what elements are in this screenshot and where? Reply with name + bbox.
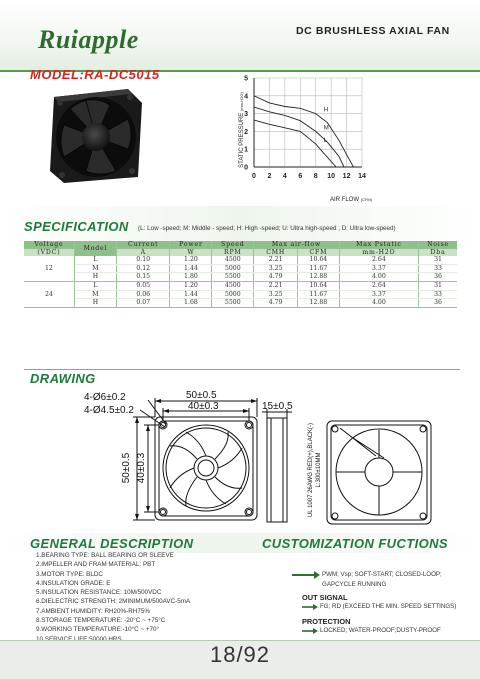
hdr-pressure: Max Pstatic [339,241,418,249]
table-cell: 4.00 [339,273,418,282]
document-title: DC BRUSHLESS AXIAL FAN [296,25,450,37]
y-tick-label: 1 [244,146,248,154]
table-cell: 1.20 [170,281,212,290]
hdr-pressure-unit: mm-H2O [339,249,418,257]
cell-voltage: 12 [24,256,74,281]
y-tick-label: 5 [244,75,248,83]
arrow-icon [302,628,318,634]
table-cell: 5000 [212,264,254,273]
drawing-title: DRAWING [30,371,96,386]
general-item: 1.BEARING TYPE: BALL BEARING OR SLEEVE [36,552,174,559]
mechanical-drawing [0,385,480,530]
table-cell: 2.21 [254,256,298,264]
chart-ticks [244,76,366,181]
table-cell: 4500 [212,281,254,290]
table-cell: 1.68 [170,299,212,308]
table-cell: 0.07 [116,299,170,308]
hdr-power-unit: W [170,249,212,257]
table-cell: 1.20 [170,256,212,264]
table-row [24,264,457,273]
y-axis-label: STATIC PRESSURE (mm-H2O) [239,92,245,168]
general-item: 9.WORKING TEMPERATURE:-10°C ~ +70° [36,626,160,634]
table-row [24,299,457,308]
dim-height-inner: 40±0.3 [136,452,147,484]
table-cell: 4.00 [339,299,418,308]
hdr-airflow: Max air-flow [254,241,339,249]
hdr-noise-unit: Dba [419,249,457,257]
hdr-voltage-unit: (VDC) [24,249,74,257]
general-item: 2.IMPELLER AND FRAM MATERIAL: PBT [36,561,156,569]
table-cell: 12.88 [298,273,340,282]
table-cell: 0.15 [116,273,170,282]
custom-pwm-2: GAPCYCLE RUNNING [322,581,387,588]
table-cell: 5500 [212,273,254,282]
table-cell: 2.64 [339,281,418,290]
table-cell: L [74,256,116,264]
hdr-voltage: Voltage [24,241,74,249]
dim-depth: 15±0.5 [262,401,293,412]
table-cell: 0.10 [116,256,170,264]
cell-voltage: 24 [24,281,74,307]
hdr-airflow-unit-cfm: CFM [298,249,340,257]
hdr-noise: Noise [419,241,457,249]
table-cell: 2.64 [339,256,418,264]
table-cell: 12.88 [298,299,340,308]
table-cell: 3.37 [339,264,418,273]
page-number: 18/92 [209,642,271,667]
dim-height-outer: 50±0.5 [121,452,132,484]
table-cell: L [74,281,116,290]
spec-table [24,241,457,308]
table-row [24,273,457,282]
arrow-icon [292,571,320,579]
drawing-rule [24,369,460,370]
table-cell: 4.79 [254,299,298,308]
table-cell: 11.67 [298,290,340,299]
table-cell: 5000 [212,290,254,299]
table-cell: 4.79 [254,273,298,282]
table-cell: 0.05 [116,281,170,290]
table-cell: 33 [419,264,457,273]
table-cell: 31 [419,281,457,290]
table-cell: 3.37 [339,290,418,299]
table-cell: 1.44 [170,290,212,299]
table-row [24,281,457,290]
y-tick-label: 4 [244,93,248,101]
hdr-power: Power [170,241,212,249]
brand-logo: Ruiapple [38,25,139,54]
table-cell: 1.44 [170,264,212,273]
y-tick-label: 2 [244,128,248,136]
dim-hole-inner: 4-Ø4.5±0.2 [84,405,134,416]
fan-photo [46,85,146,185]
table-cell: 36 [419,299,457,308]
out-signal-heading: OUT SIGNAL [302,593,348,602]
footer-rule [0,640,480,641]
hdr-speed-unit: RPM [212,249,254,257]
protection-heading: PROTECTION [302,617,351,626]
general-item: 5.INSULATION RESISTANCE: 10M/500VDC [36,589,162,597]
y-tick-label: 0 [244,164,248,172]
table-cell: 4500 [212,256,254,264]
x-tick-label: 10 [327,173,336,180]
series-label: M [323,125,329,132]
table-row [24,290,457,299]
table-cell: 0.12 [116,264,170,273]
table-cell: 3.25 [254,290,298,299]
y-tick-label: 3 [244,111,248,119]
table-cell: 5500 [212,299,254,308]
x-tick-label: 0 [252,173,256,180]
table-cell: H [74,273,116,282]
hdr-airflow-unit-cmh: CMH [254,249,298,257]
x-tick-label: 2 [267,173,272,180]
table-cell: 11.67 [298,264,340,273]
general-title: GENERAL DESCRIPTION [30,536,194,551]
spec-title: SPECIFICATION [24,219,129,234]
general-item: 7.AMBIENT HUMIDITY: RH20%-RH75% [36,607,150,615]
dim-hole-outer: 4-Ø6±0.2 [84,392,126,403]
general-item: 6.DIELECTRIC STRENGTH: 2MINIMUM/500AVC-5mA [36,598,191,606]
hdr-current-unit: A [116,249,170,257]
x-tick-label: 12 [342,173,351,180]
table-row [24,256,457,264]
general-list [36,551,190,644]
model-number: MODEL:RA-DC5015 [30,67,160,82]
cable-label: UL 1007 26AWG RED(+),BLACK(-) [308,422,314,518]
table-cell: 31 [419,256,457,264]
table-cell: 33 [419,290,457,299]
x-tick-label: 6 [298,173,303,180]
cable-length: L:300±10MM [316,452,322,488]
general-item: 3.MOTOR TYPE: BLDC [36,570,103,578]
custom-title: CUSTOMIZATION FUCTIONS [262,536,448,551]
hdr-model: Model [74,241,116,256]
out-signal-text: FG; RD (EXCEED THE MIN. SPEED SETTINGS) [320,603,457,610]
table-cell: H [74,299,116,308]
arrow-icon [302,604,318,610]
table-cell: 10.64 [298,256,340,264]
table-cell: 10.64 [298,281,340,290]
table-cell: 3.25 [254,264,298,273]
table-cell: 2.21 [254,281,298,290]
x-axis-label: AIR FLOW (CFM) [329,197,372,203]
x-tick-label: 14 [358,173,366,180]
table-cell: 36 [419,273,457,282]
x-tick-label: 4 [282,173,287,180]
pq-chart [236,70,376,208]
general-item: 4.INSULATION GRADE: E [36,579,111,587]
table-cell: M [74,290,116,299]
dim-width-outer: 50±0.5 [186,390,217,401]
series-line-M [254,107,344,167]
table-cell: 0.06 [116,290,170,299]
table-cell: 1.80 [170,273,212,282]
general-item: 8.STORAGE TEMPERATURE: -20°C ~ +75°C [36,617,166,625]
custom-pwm: PWM; Vsp; SOFT-START; CLOSED-LOOP; [322,571,442,578]
spec-legend: (L: Low -speed; M: Middle - speed; H: High -speed; U: Ultra high-speed ; D: Ultra low-speed) [138,225,396,232]
dim-width-inner: 40±0.3 [188,401,219,412]
x-tick-label: 8 [313,173,318,180]
series-label: L [323,137,328,144]
hdr-speed: Speed [212,241,254,249]
series-label: H [323,107,329,114]
hdr-current: Current [116,241,170,249]
table-cell: M [74,264,116,273]
protection-text: LOCKED; WATER-PROOF;DUSTY-PROOF [320,627,441,634]
